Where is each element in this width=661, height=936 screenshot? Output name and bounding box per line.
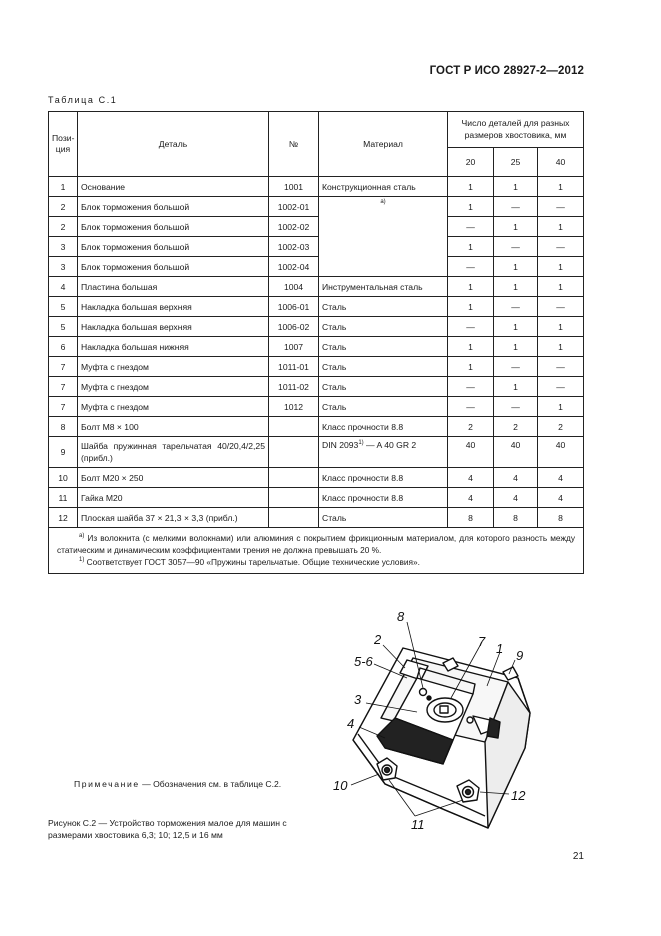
footnote-1: Соответствует ГОСТ 3057—90 «Пружины тарельчатые. Общие технические условия». (86, 557, 420, 567)
table-row (49, 277, 584, 297)
cell-count-40: 4 (538, 488, 584, 508)
cell-num (269, 488, 319, 508)
cell-part: Болт М20 × 250 (78, 468, 269, 488)
cell-material: Класс прочности 8.8 (319, 468, 448, 488)
cell-num (269, 468, 319, 488)
material-part: DIN 2093 (322, 440, 359, 450)
table-row (49, 417, 584, 437)
cell-pos: 10 (49, 468, 78, 488)
cell-num: 1007 (269, 337, 319, 357)
parts-table (48, 111, 584, 574)
label-9: 9 (516, 648, 524, 663)
cell-pos: 4 (49, 277, 78, 297)
cell-material: Сталь (319, 297, 448, 317)
table-footnotes (49, 528, 584, 574)
footnote-ref-a: а) (380, 199, 386, 206)
label-3: 3 (354, 692, 362, 707)
cell-count-40: 4 (538, 468, 584, 488)
table-row (49, 508, 584, 528)
cell-num: 1012 (269, 397, 319, 417)
header-count-group: Число деталей для разных размеров хвостовика, мм (448, 112, 584, 148)
label-11: 11 (411, 817, 425, 832)
cell-count-20: — (448, 397, 494, 417)
note-label: Примечание (74, 779, 140, 789)
header-size-20: 20 (448, 147, 494, 176)
cell-num: 1011-01 (269, 357, 319, 377)
cell-material: Класс прочности 8.8 (319, 488, 448, 508)
label-5-6: 5-6 (354, 654, 373, 669)
cell-pos: 2 (49, 217, 78, 237)
cell-count-40: 1 (538, 337, 584, 357)
table-row (49, 257, 584, 277)
table-row (49, 237, 584, 257)
table-row (49, 217, 584, 237)
cell-material: Сталь (319, 357, 448, 377)
cell-pos: 8 (49, 417, 78, 437)
cell-count-40: 8 (538, 508, 584, 528)
label-1: 1 (496, 641, 504, 656)
cell-count-20: 1 (448, 297, 494, 317)
cell-material: Сталь (319, 397, 448, 417)
footnote-a: Из волокнита (с мелкими волокнами) или алюминия с покрытием фрикционным материалом, для которого разность между статическим и динамическим коэффициентами трения не должна превышать 20 %. (57, 533, 575, 555)
header-material: Материал (319, 112, 448, 177)
cell-count-40: 1 (538, 397, 584, 417)
cell-material: Сталь (319, 377, 448, 397)
cell-count-25: 1 (494, 377, 538, 397)
cell-count-25: — (494, 237, 538, 257)
cell-material: Инструментальная сталь (319, 277, 448, 297)
cell-num: 1002-03 (269, 237, 319, 257)
cell-count-20: 1 (448, 237, 494, 257)
table-row (49, 197, 584, 217)
footnote-a-mark: а) (79, 533, 85, 540)
cell-pos: 7 (49, 377, 78, 397)
cell-count-40: 2 (538, 417, 584, 437)
cell-count-40: 1 (538, 177, 584, 197)
cell-num: 1006-01 (269, 297, 319, 317)
cell-count-20: — (448, 377, 494, 397)
cell-num: 1002-01 (269, 197, 319, 217)
header-num: № (269, 112, 319, 177)
cell-num (269, 508, 319, 528)
cell-count-25: — (494, 397, 538, 417)
cell-count-25: 40 (494, 437, 538, 468)
cell-num: 1002-04 (269, 257, 319, 277)
label-10: 10 (333, 778, 348, 793)
table-row (49, 177, 584, 197)
footnote-1-mark: 1) (79, 557, 85, 564)
cell-count-20: 1 (448, 337, 494, 357)
cell-count-25: 1 (494, 277, 538, 297)
cell-part: Блок торможения большой (78, 257, 269, 277)
cell-count-25: 4 (494, 468, 538, 488)
cell-count-20: — (448, 317, 494, 337)
cell-material (319, 197, 448, 277)
cell-pos: 3 (49, 257, 78, 277)
table-row (49, 397, 584, 417)
table-row (49, 357, 584, 377)
figure-caption: Рисунок С.2 — Устройство торможения малое для машин с размерами хвостовика 6,3; 10; 12,5 и 16 мм (48, 818, 287, 840)
table-row (49, 317, 584, 337)
cell-part: Блок торможения большой (78, 217, 269, 237)
cell-material: Сталь (319, 337, 448, 357)
cell-count-25: 2 (494, 417, 538, 437)
cell-count-25: 1 (494, 317, 538, 337)
cell-count-25: 8 (494, 508, 538, 528)
cell-count-20: 4 (448, 488, 494, 508)
cell-count-25: — (494, 297, 538, 317)
standard-header: ГОСТ Р ИСО 28927-2—2012 (429, 65, 584, 77)
cell-material: Сталь (319, 508, 448, 528)
cell-pos: 3 (49, 237, 78, 257)
cell-count-40: 1 (538, 317, 584, 337)
label-8: 8 (397, 609, 405, 624)
note-text: — Обозначения см. в таблице С.2. (139, 779, 282, 789)
cell-count-25: 1 (494, 257, 538, 277)
cell-pos: 12 (49, 508, 78, 528)
cell-num (269, 417, 319, 437)
cell-count-25: 4 (494, 488, 538, 508)
cell-pos: 5 (49, 297, 78, 317)
label-4: 4 (347, 716, 355, 731)
cell-pos: 7 (49, 357, 78, 377)
cell-count-20: 2 (448, 417, 494, 437)
cell-pos: 7 (49, 397, 78, 417)
cell-count-20: 1 (448, 177, 494, 197)
cell-part: Муфта с гнездом (78, 397, 269, 417)
cell-part: Гайка М20 (78, 488, 269, 508)
cell-count-40: — (538, 377, 584, 397)
cell-count-20: 8 (448, 508, 494, 528)
cell-count-40: — (538, 357, 584, 377)
material-part: — A 40 GR 2 (363, 440, 417, 450)
cell-count-40: — (538, 237, 584, 257)
cell-count-25: 1 (494, 177, 538, 197)
cell-part: Муфта с гнездом (78, 377, 269, 397)
table-row (49, 488, 584, 508)
cell-num: 1001 (269, 177, 319, 197)
cell-count-20: 40 (448, 437, 494, 468)
cell-part: Болт М8 × 100 (78, 417, 269, 437)
header-size-25: 25 (494, 147, 538, 176)
cell-part: Муфта с гнездом (78, 357, 269, 377)
cell-material: Конструкционная сталь (319, 177, 448, 197)
cell-part: Основание (78, 177, 269, 197)
cell-count-20: 1 (448, 197, 494, 217)
cell-num: 1002-02 (269, 217, 319, 237)
label-7: 7 (478, 634, 486, 649)
cell-count-25: 1 (494, 337, 538, 357)
cell-part: Накладка большая верхняя (78, 317, 269, 337)
cell-count-25: — (494, 197, 538, 217)
cell-num (269, 437, 319, 468)
header-part: Деталь (78, 112, 269, 177)
footnote-row (49, 528, 584, 574)
material-part: 1) (358, 440, 364, 447)
cell-count-40: 1 (538, 277, 584, 297)
cell-part: Блок торможения большой (78, 237, 269, 257)
cell-count-40: — (538, 297, 584, 317)
table-caption: Таблица С.1 (48, 95, 118, 105)
cell-part: Накладка большая нижняя (78, 337, 269, 357)
cell-num: 1006-02 (269, 317, 319, 337)
cell-count-20: 1 (448, 277, 494, 297)
table-row (49, 377, 584, 397)
cell-part: Блок торможения большой (78, 197, 269, 217)
label-2: 2 (374, 632, 382, 647)
cell-material: Сталь (319, 317, 448, 337)
cell-pos: 11 (49, 488, 78, 508)
label-12: 12 (511, 788, 526, 803)
cell-material: Класс прочности 8.8 (319, 417, 448, 437)
cell-count-20: 1 (448, 357, 494, 377)
note (48, 778, 304, 791)
cell-pos: 5 (49, 317, 78, 337)
braking-device-drawing (325, 598, 555, 838)
cell-count-20: — (448, 257, 494, 277)
cell-num: 1011-02 (269, 377, 319, 397)
cell-count-40: 1 (538, 257, 584, 277)
table-row (49, 437, 584, 468)
cell-count-20: 4 (448, 468, 494, 488)
cell-part: Накладка большая верхняя (78, 297, 269, 317)
cell-pos: 9 (49, 437, 78, 468)
cell-num: 1004 (269, 277, 319, 297)
cell-pos: 2 (49, 197, 78, 217)
cell-count-20: — (448, 217, 494, 237)
cell-part: Плоская шайба 37 × 21,3 × 3,3 (прибл.) (78, 508, 269, 528)
cell-part: Шайба пружинная тарельчатая 40/20,4/2,25 (прибл.) (78, 437, 269, 468)
table-row (49, 468, 584, 488)
cell-count-25: 1 (494, 217, 538, 237)
cell-pos: 6 (49, 337, 78, 357)
header-size-40: 40 (538, 147, 584, 176)
table-row (49, 297, 584, 317)
cell-count-40: — (538, 197, 584, 217)
page-number: 21 (572, 851, 584, 862)
cell-material (319, 437, 448, 468)
cell-count-40: 1 (538, 217, 584, 237)
cell-count-25: — (494, 357, 538, 377)
table-row (49, 337, 584, 357)
cell-part: Пластина большая (78, 277, 269, 297)
header-pos: Пози- ция (49, 112, 78, 177)
cell-count-40: 40 (538, 437, 584, 468)
cell-pos: 1 (49, 177, 78, 197)
